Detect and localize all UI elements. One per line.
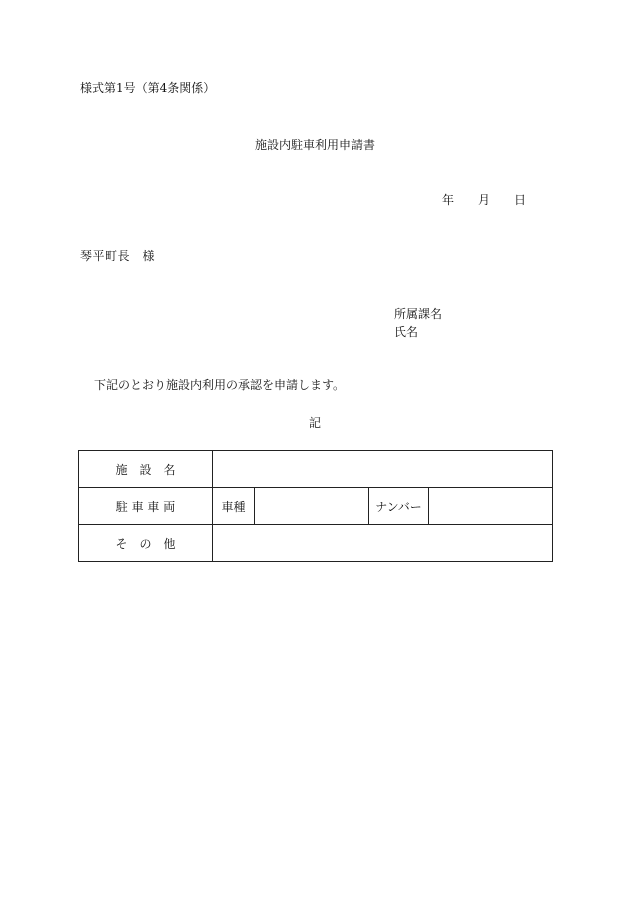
vehicle-label: 駐 車 車 両 xyxy=(79,488,213,525)
addressee: 琴平町長 様 xyxy=(80,249,156,263)
vehicle-type-label: 車種 xyxy=(213,488,255,525)
department-label: 所属課名 xyxy=(394,307,443,321)
vehicle-type-field[interactable] xyxy=(255,488,369,525)
document-title: 施設内駐車利用申請書 xyxy=(254,138,375,152)
application-details-table xyxy=(78,450,553,562)
name-label: 氏名 xyxy=(394,325,419,339)
application-statement: 下記のとおり施設内利用の承認を申請します。 xyxy=(94,378,346,392)
other-label: そ の 他 xyxy=(79,525,213,562)
ki-heading: 記 xyxy=(308,416,321,430)
facility-row xyxy=(79,451,553,488)
plate-number-label: ナンバー xyxy=(369,488,429,525)
plate-number-field[interactable] xyxy=(429,488,553,525)
facility-label: 施 設 名 xyxy=(79,451,213,488)
date-day-label: 日 xyxy=(514,193,527,207)
facility-field[interactable] xyxy=(213,451,553,488)
date-year-label: 年 xyxy=(442,193,455,207)
vehicle-row xyxy=(79,488,553,525)
form-number: 様式第1号（第4条関係） xyxy=(80,81,216,95)
other-field[interactable] xyxy=(213,525,553,562)
applicant-block xyxy=(394,305,442,341)
other-row xyxy=(79,525,553,562)
date-month-label: 月 xyxy=(478,193,491,207)
